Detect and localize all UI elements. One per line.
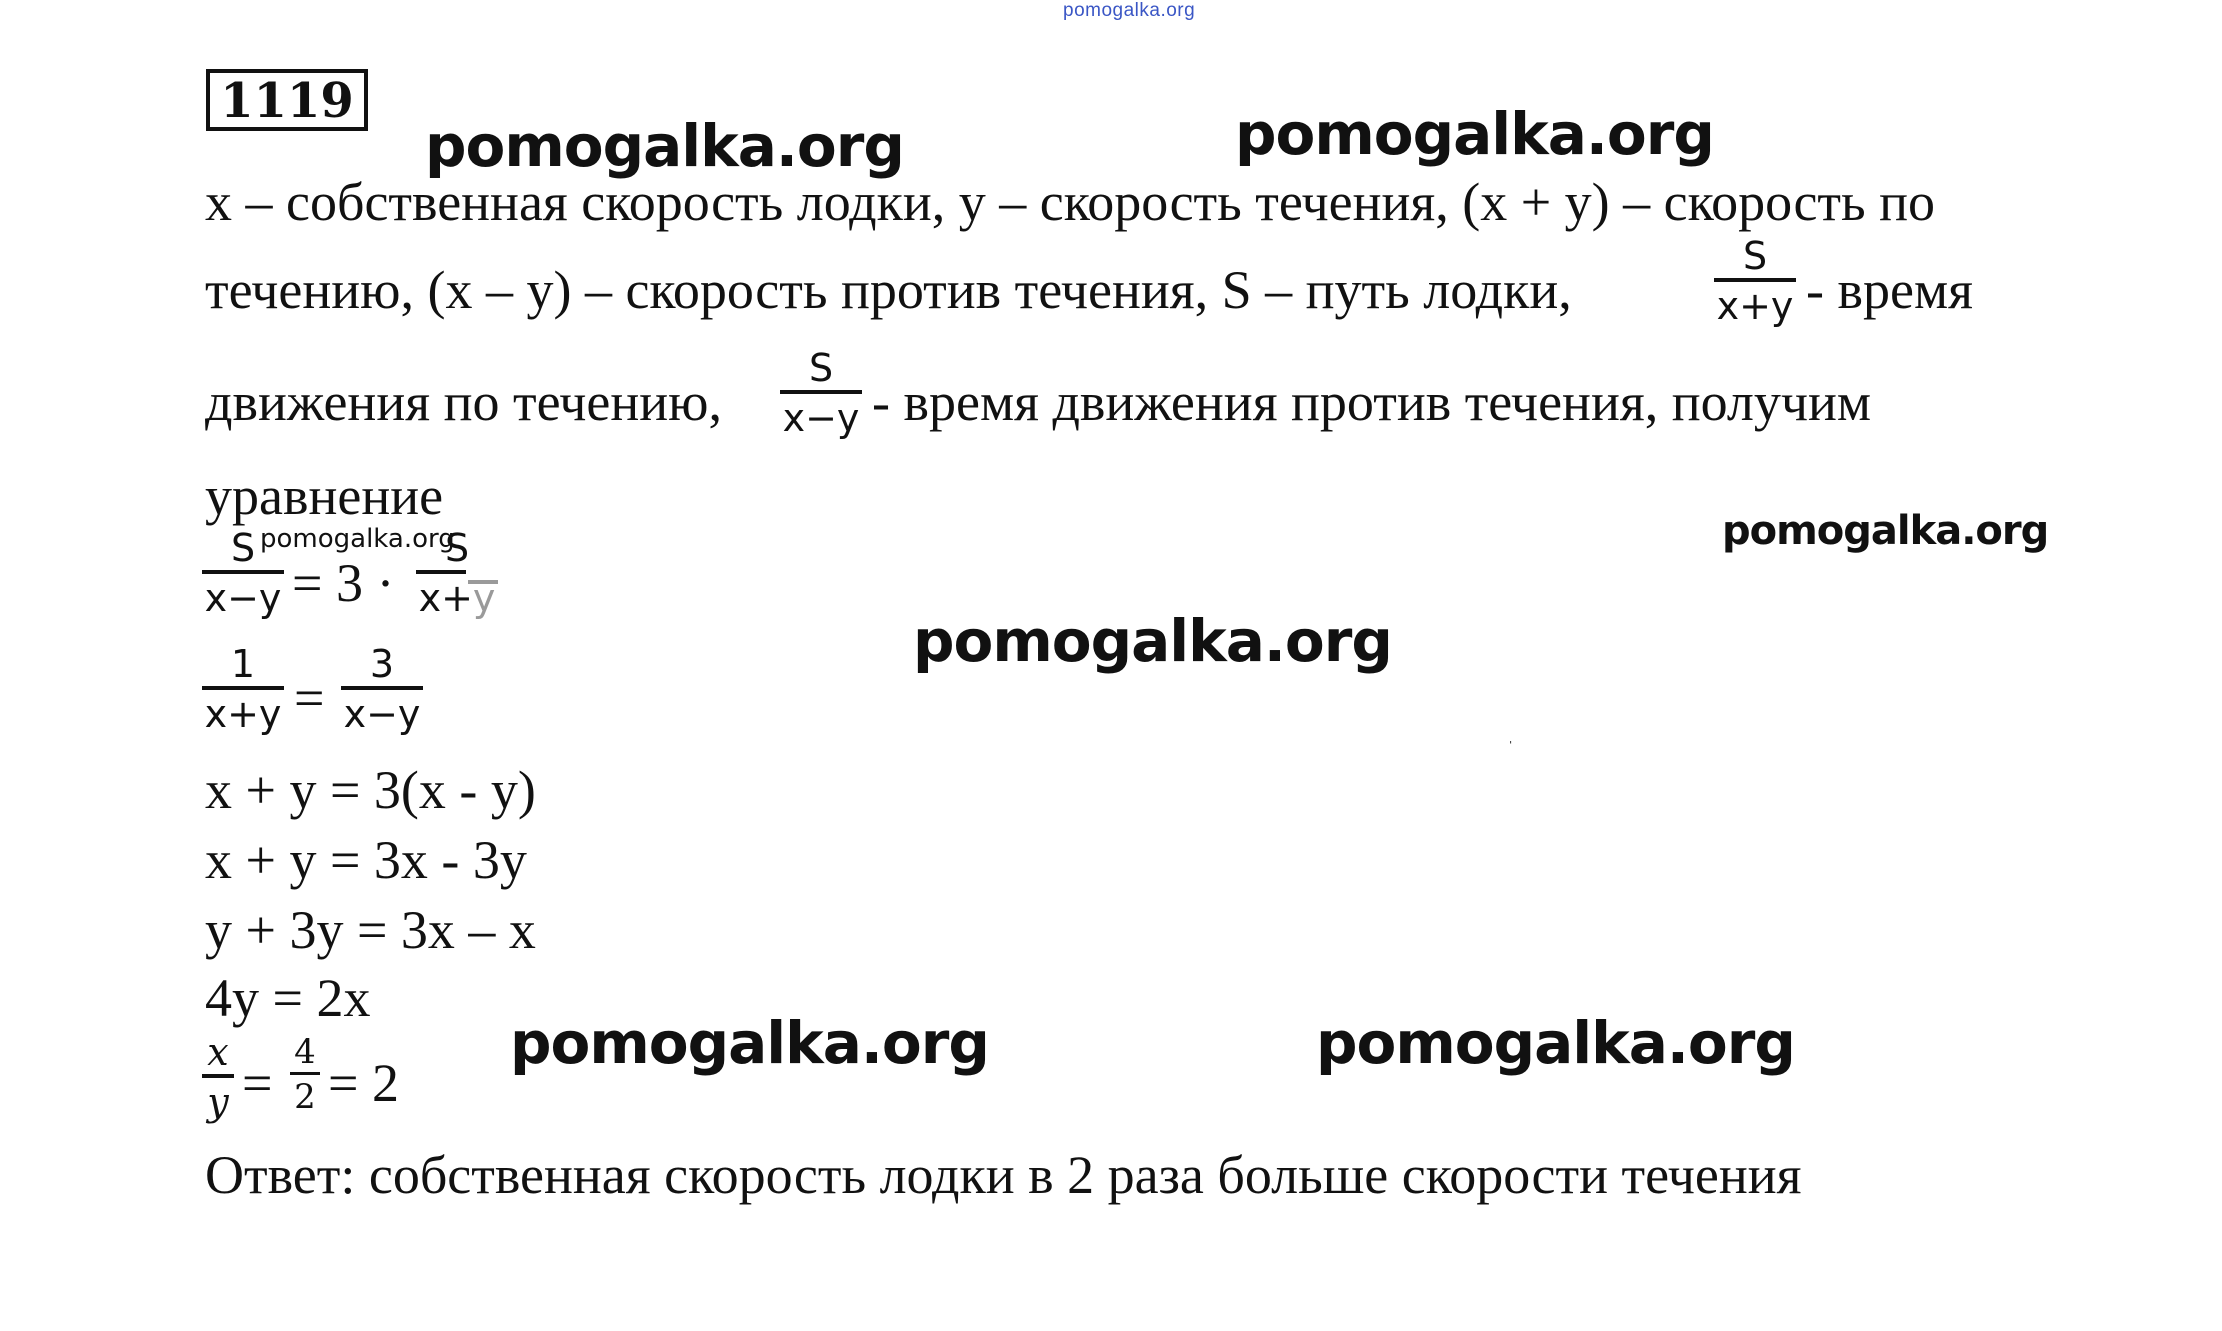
fraction-bar bbox=[1714, 278, 1796, 282]
fraction-numerator: x bbox=[207, 1030, 229, 1074]
watermark: pomogalka.org bbox=[510, 1009, 989, 1077]
step-line-3: y + 3y = 3x – x bbox=[205, 900, 536, 960]
fraction-numerator: 1 bbox=[230, 642, 256, 686]
fraction-denominator: y bbox=[207, 1080, 229, 1124]
fraction-numerator: 3 bbox=[369, 642, 395, 686]
equation1-middle: = 3 · bbox=[292, 553, 395, 613]
final-equals-2: = 2 bbox=[328, 1053, 399, 1113]
denominator-main: x+ bbox=[418, 576, 473, 620]
watermark: pomogalka.org bbox=[913, 607, 1392, 675]
text-line-3-start: движения по течению, bbox=[205, 372, 722, 432]
fraction-denominator: x+y bbox=[1716, 284, 1794, 328]
stray-mark: ˌ bbox=[1508, 727, 1514, 744]
fraction-bar bbox=[202, 1074, 234, 1078]
fraction-numerator: S bbox=[1742, 234, 1768, 278]
equation2-left-fraction bbox=[202, 644, 284, 734]
fraction-bar bbox=[416, 570, 466, 574]
fraction-denominator: x+y bbox=[204, 692, 282, 736]
fraction-numerator: 4 bbox=[294, 1032, 316, 1072]
watermark: pomogalka.org bbox=[260, 524, 455, 554]
site-url-header: pomogalka.org bbox=[1063, 0, 1196, 21]
equation2-right-fraction bbox=[341, 644, 423, 734]
watermark: pomogalka.org bbox=[1722, 508, 2049, 554]
final-fraction-4-over-2 bbox=[290, 1034, 320, 1115]
final-fraction-x-over-y bbox=[202, 1032, 234, 1122]
fraction-numerator: S bbox=[444, 526, 470, 570]
denominator-grey: y bbox=[472, 576, 496, 620]
fraction-denominator: 2 bbox=[294, 1077, 316, 1117]
final-equals-1: = bbox=[242, 1053, 273, 1113]
text-line-2: течению, (x – y) – скорость против течения, S – путь лодки, bbox=[205, 260, 1572, 320]
fraction-bar-grey-segment bbox=[468, 580, 498, 584]
text-line-2-tail: - время bbox=[1806, 260, 1973, 320]
step-line-4: 4y = 2x bbox=[205, 968, 371, 1028]
fraction-bar bbox=[341, 686, 423, 690]
fraction-s-over-x-minus-y bbox=[780, 348, 862, 438]
watermark: pomogalka.org bbox=[1235, 100, 1714, 168]
watermark: pomogalka.org bbox=[425, 112, 904, 180]
answer-line: Ответ: собственная скорость лодки в 2 раза больше скорости течения bbox=[205, 1145, 1802, 1205]
fraction-denominator bbox=[416, 578, 498, 618]
fraction-numerator: S bbox=[230, 526, 256, 570]
fraction-bar bbox=[202, 686, 284, 690]
equation2-equals: = bbox=[294, 668, 325, 728]
fraction-bar bbox=[780, 390, 862, 394]
fraction-numerator: S bbox=[808, 346, 834, 390]
step-line-1: x + y = 3(x - y) bbox=[205, 760, 536, 820]
watermark: pomogalka.org bbox=[1316, 1009, 1795, 1077]
equation1-left-fraction bbox=[202, 528, 284, 618]
fraction-denominator: x−y bbox=[343, 692, 421, 736]
fraction-denominator: x−y bbox=[204, 576, 282, 620]
equation1-right-fraction bbox=[416, 528, 498, 618]
problem-number-box: 1119 bbox=[206, 69, 368, 131]
fraction-bar bbox=[290, 1072, 320, 1075]
text-line-4: уравнение bbox=[205, 466, 444, 526]
text-line-1: x – собственная скорость лодки, y – скорость течения, (x + y) – скорость по bbox=[205, 172, 1936, 232]
text-line-3-end: - время движения против течения, получим bbox=[872, 372, 1872, 432]
fraction-bar bbox=[202, 570, 284, 574]
fraction-denominator: x−y bbox=[782, 396, 860, 440]
fraction-s-over-x-plus-y bbox=[1714, 236, 1796, 326]
step-line-2: x + y = 3x - 3y bbox=[205, 830, 527, 890]
